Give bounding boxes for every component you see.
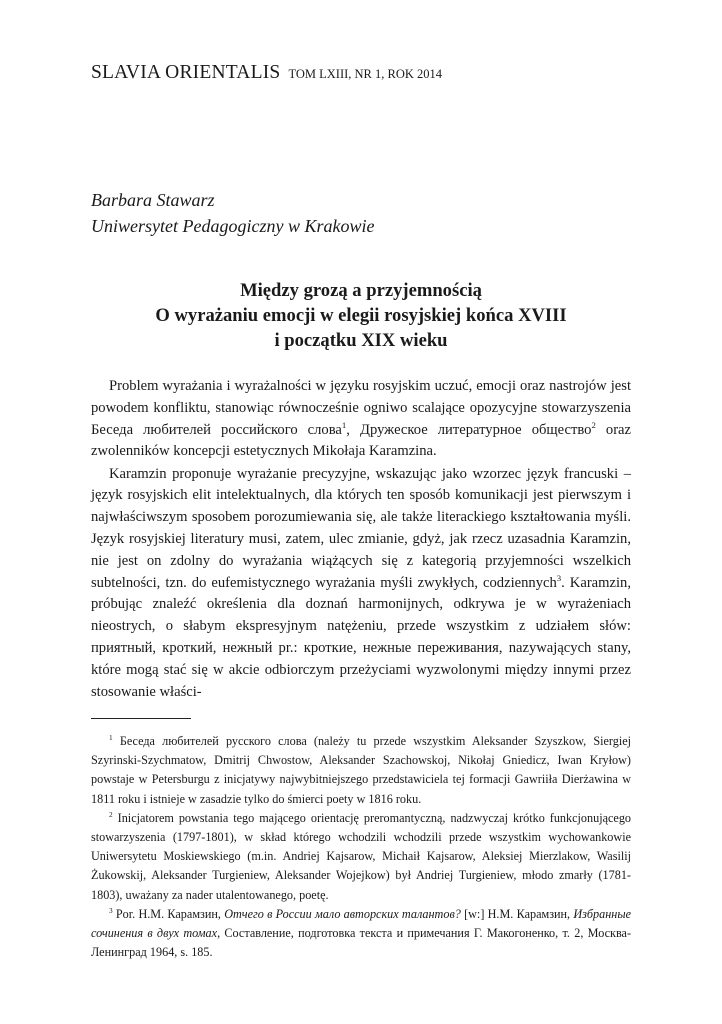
author-block [91, 187, 374, 239]
title-line-1: Między grozą a przyjemnością [240, 280, 482, 301]
footnote-ref-1[interactable]: 1 [341, 419, 347, 430]
article-title [91, 278, 631, 353]
footnote-ref-2[interactable]: 2 [591, 419, 596, 430]
footnote-ref-3[interactable]: 3 [556, 572, 562, 583]
footnote-1: $^1$ Беседа любителей русского слова (należy tu przede wszystkim Aleksander Szyszkow, Siergiej Szyrinski-Szychmatow, Dmitrij Chwostow, Aleksander Szachowskoj, Nikołaj Gniedicz, Iwan Kryłow) powstaje w Petersburgu z inicjatywy najwybitniejszego przedstawiciela tej formacji Gawriiła Dierżawina w 1811 roku i istnieje w zasadzie tylko do śmierci poety w 1816 roku. [91, 732, 632, 806]
author-affiliation: Uniwersytet Pedagogiczny w Krakowie [91, 216, 375, 236]
footnote-divider [91, 718, 191, 719]
title-line-3: i początku XIX wieku [274, 330, 448, 351]
author-name: Barbara Stawarz [91, 190, 215, 210]
title-line-2: O wyrażaniu emocji w elegii rosyjskiej końca XVIII [155, 305, 567, 326]
footnote-2: $^2$ Inicjatorem powstania tego mającego orientację preromantyczną, nadzwyczaj krótko funkcjonującego stowarzyszenia (1797-1801), w skład którego wchodzili wchodzili przede wszystkim wychowankowie Uniwersytetu Moskiewskiego (m.in. Andriej Kajsarow, Michaił Kajsarow, Aleksiej Mierzlakow, Wasilij Żukowskij, Aleksander Turgieniew, Aleksander Wojejkow) był Andriej Turgieniew, młodo zmarły (1781-1803), uważany za nader utalentowanego, poetę. [91, 809, 632, 902]
footnotes [91, 732, 631, 962]
paragraph-2: Karamzin proponuje wyrażanie precyzyjne, wskazując jako wzorzec język francuski – język rosyjskich elit intelektualnych, dla których ten sposób komunikacji jest pierwszym i najwłaściwszym sposobem porozumiewania się, ale także literackiego kształtowania myśli. Język rosyjskiej literatury musi, zatem, ulec zmianie, gdyż, jak rzecz uzasadnia Karamzin, nie jest on zdolny do wyrażania wiążących się z kategorią przyjemności wszelkich subtelności, tzn. do eufemistycznego wyrażania myśli zwykłych, codziennych$^3$. Karamzin, próbując znaleźć określenia dla doznań harmonijnych, odkrywa je w wyrażeniach nieostrych, o słabym ekspresyjnym natężeniu, przede wszystkim z udziałem słów: приятный, кроткий, нежный pr.: кроткие, нежные переживания, nazywających stany, które mogą stać się w akcie odbiorczym przeżyciami wyzwolonymi między innymi przez stosowanie właści- [91, 465, 631, 700]
body-text [91, 376, 631, 703]
running-header [91, 62, 442, 84]
issue-info: TOM LXIII, NR 1, ROK 2014 [288, 67, 443, 81]
journal-title: SLAVIA ORIENTALIS [91, 62, 281, 83]
footnote-3: $^3$ Por. Н.М. Карамзин, Отчего в России мало авторских талантов? [w:] Н.М. Карамзин, Избранные сочинения в двух томах, Составление, подготовка текста и примечания Г. Макогоненко, т. 2, Москва-Ленинград 1964, s. 185. [91, 905, 632, 960]
paragraph-1: Problem wyrażania i wyrażalności w języku rosyjskim uczuć, emocji oraz nastrojów jest powodem konfliktu, stanowiąc równocześnie ogniwo scalające opozycyjne stowarzyszenia Беседа любителей российского слова$^1$, Дружеское литературное общество$^2$ oraz zwolenników koncepcji estetycznych Mikołaja Karamzina. [91, 378, 632, 460]
